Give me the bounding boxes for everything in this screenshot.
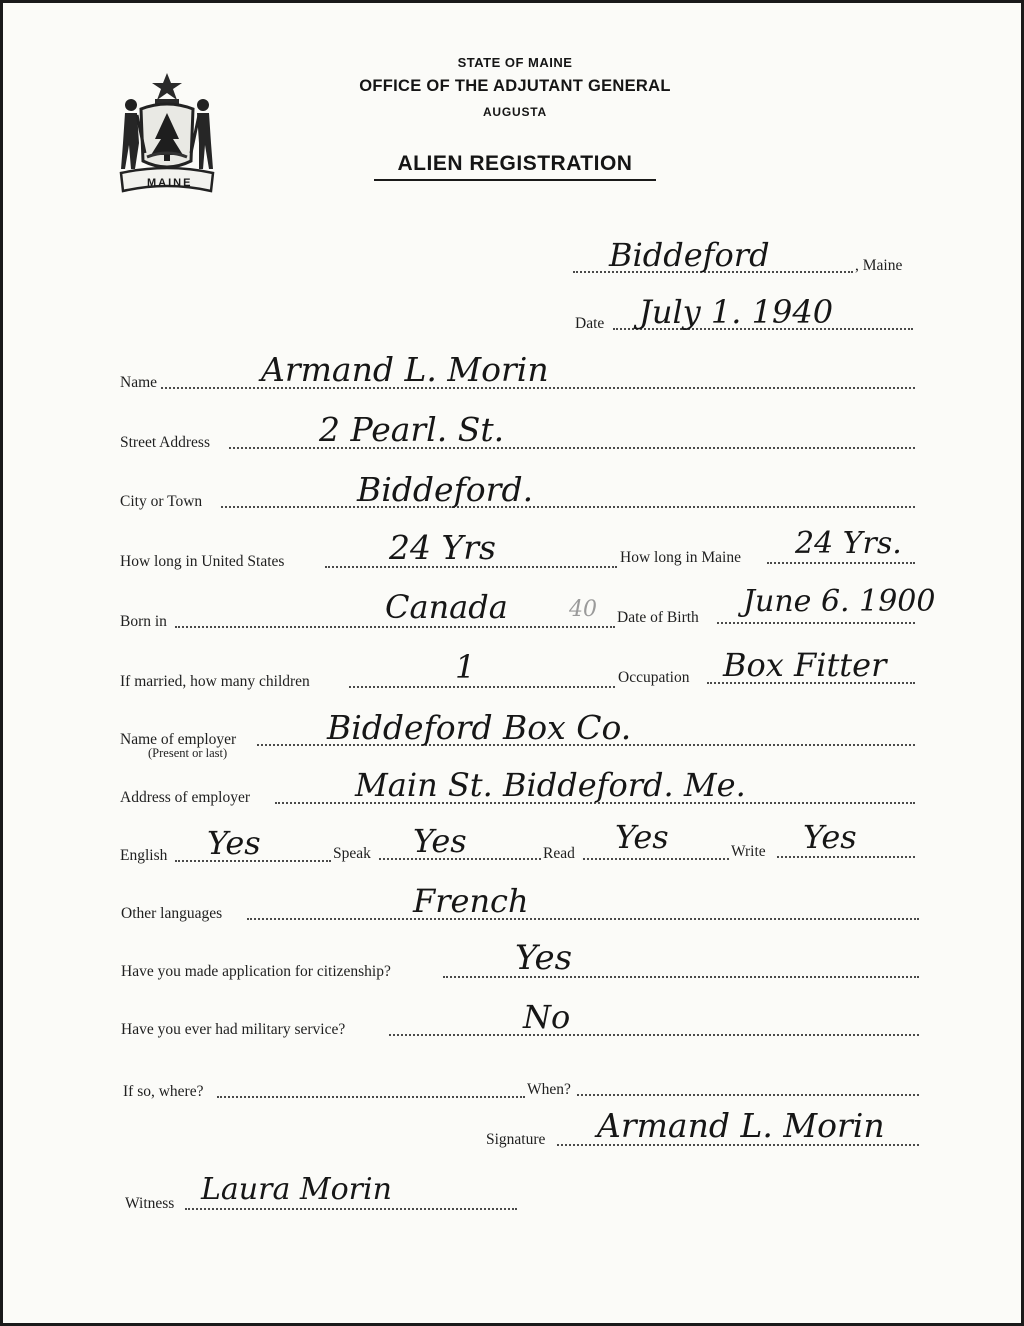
witness-line <box>185 1208 517 1210</box>
other-languages-label: Other languages <box>121 905 223 922</box>
children-line <box>349 686 615 688</box>
name-label: Name <box>120 374 158 391</box>
witness-label: Witness <box>125 1195 175 1212</box>
place-value: Biddeford <box>609 236 770 274</box>
write-line <box>777 856 915 858</box>
military-line <box>389 1034 919 1036</box>
city-label: City or Town <box>120 493 203 510</box>
write-value: Yes <box>803 818 857 856</box>
header-city: AUGUSTA <box>482 105 548 119</box>
born-in-value: Canada <box>385 588 508 626</box>
if-so-where-line <box>217 1096 525 1098</box>
children-value: 1 <box>455 648 476 686</box>
english-label: English <box>120 847 168 864</box>
how-long-us-label: How long in United States <box>120 553 285 570</box>
how-long-maine-line <box>767 562 915 564</box>
date-of-birth-label: Date of Birth <box>617 609 699 626</box>
military-label: Have you ever had military service? <box>121 1021 346 1038</box>
read-label: Read <box>543 845 575 862</box>
employer-name-value: Biddeford Box Co. <box>327 708 632 747</box>
header-state: STATE OF MAINE <box>457 55 573 70</box>
how-long-maine-label: How long in Maine <box>620 549 741 566</box>
maine-label: , Maine <box>855 257 903 274</box>
english-value: Yes <box>207 824 261 862</box>
employer-address-label: Address of employer <box>120 789 250 806</box>
read-value: Yes <box>615 818 669 856</box>
citizenship-value: Yes <box>515 938 573 978</box>
when-label: When? <box>527 1081 571 1098</box>
speak-label: Speak <box>333 845 371 862</box>
form-title-underline <box>374 179 656 181</box>
born-in-label: Born in <box>120 613 167 630</box>
witness-value: Laura Morin <box>201 1172 392 1207</box>
other-languages-value: French <box>413 882 529 920</box>
how-long-us-value: 24 Yrs <box>389 528 496 567</box>
born-in-note: 40 <box>569 597 597 622</box>
read-line <box>583 858 729 860</box>
signature-value: Armand L. Morin <box>597 1106 885 1145</box>
seal-banner-text: MAINE <box>147 177 193 189</box>
how-long-maine-value: 24 Yrs. <box>795 526 902 561</box>
write-label: Write <box>731 843 766 860</box>
date-of-birth-line <box>717 622 915 624</box>
born-in-line <box>175 626 615 628</box>
form-title: ALIEN REGISTRATION <box>397 152 633 175</box>
employer-note: (Present or last) <box>148 746 228 760</box>
name-value: Armand L. Morin <box>261 350 549 389</box>
other-languages-line <box>247 918 919 920</box>
header-office: OFFICE OF THE ADJUTANT GENERAL <box>359 77 671 95</box>
when-line <box>577 1094 919 1096</box>
children-label: If married, how many children <box>120 673 310 690</box>
date-label: Date <box>575 315 605 332</box>
street-address-label: Street Address <box>120 434 210 451</box>
employer-address-value: Main St. Biddeford. Me. <box>355 766 746 804</box>
occupation-label: Occupation <box>618 669 690 686</box>
military-value: No <box>523 998 571 1036</box>
signature-label: Signature <box>486 1131 546 1148</box>
employer-name-label: Name of employer <box>120 731 237 748</box>
city-value: Biddeford. <box>357 470 534 509</box>
speak-value: Yes <box>413 822 467 860</box>
street-address-value: 2 Pearl. St. <box>319 410 505 449</box>
date-value: July 1. 1940 <box>639 293 834 331</box>
if-so-where-label: If so, where? <box>123 1083 204 1100</box>
citizenship-label: Have you made application for citizenship? <box>121 963 391 980</box>
occupation-value: Box Fitter <box>723 646 887 684</box>
city-line <box>221 506 915 508</box>
date-of-birth-value: June 6. 1900 <box>743 584 936 619</box>
